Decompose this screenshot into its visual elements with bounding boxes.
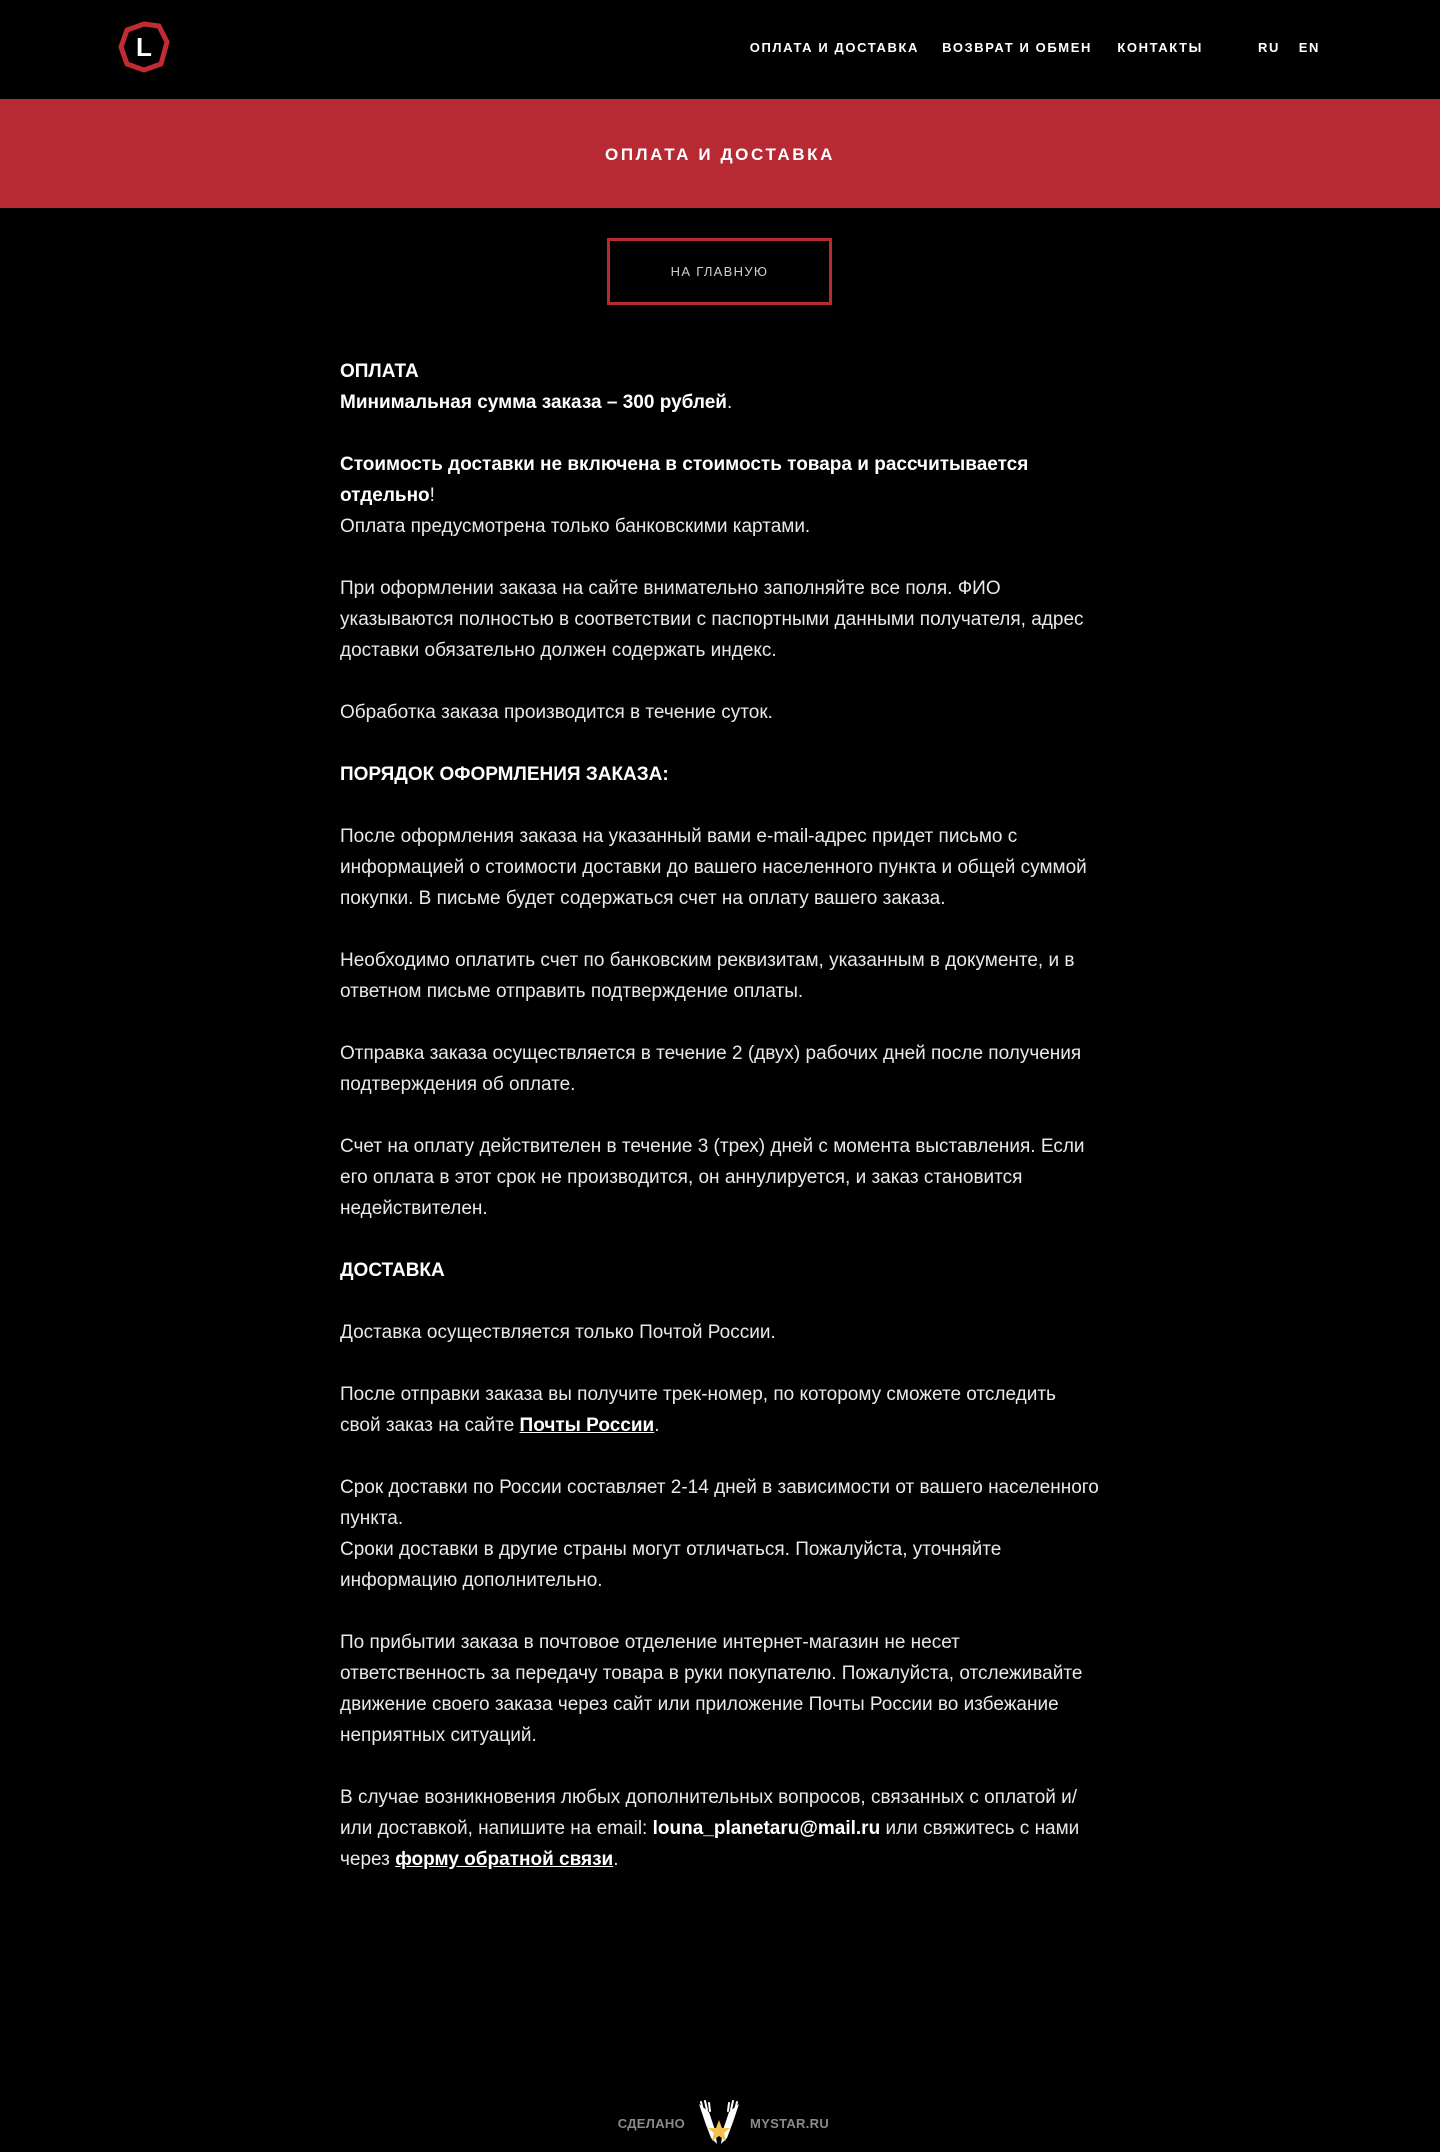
delivery-cost-note: Стоимость доставки не включена в стоимость товара и рассчитывается отдельно! xyxy=(340,454,1029,506)
article-content xyxy=(340,356,1100,1906)
questions-text: В случае возникновения любых дополнительных вопросов, связанных с оплатой и/или доставкой, напишите на email: louna_planetaru@mail.ru или свяжитесь с нами через форму обратной связи. xyxy=(340,1787,1080,1870)
fill-fields-text: При оформлении заказа на сайте внимательно заполняйте все поля. ФИО указываются полностью в соответствии с паспортными данными получателя, адрес доставки обязательно должен содержать индекс. xyxy=(340,578,1084,661)
pay-invoice-text: Необходимо оплатить счет по банковским реквизитам, указанным в документе, и в ответном письме отправить подтверждение оплаты. xyxy=(340,950,1075,1002)
logo-icon[interactable] xyxy=(117,20,171,74)
delivery-time-text: Срок доставки по России составляет 2-14 дней в зависимости от вашего населенного пункта. xyxy=(340,1477,1099,1529)
nav-returns[interactable]: ВОЗВРАТ И ОБМЕН xyxy=(942,40,1092,55)
post-only-text: Доставка осуществляется только Почтой России. xyxy=(340,1322,776,1343)
nav-payment-delivery[interactable]: ОПЛАТА И ДОСТАВКА xyxy=(749,40,919,55)
site-header xyxy=(0,0,1440,99)
page-title: ОПЛАТА И ДОСТАВКА xyxy=(605,145,835,164)
russian-post-link[interactable]: Почты России xyxy=(519,1415,655,1436)
responsibility-text: По прибытии заказа в почтовое отделение интернет-магазин не несет ответственность за передачу товара в руки покупателю. Пожалуйста, отслеживайте движение своего заказа через сайт или приложение Почты России во избежание неприятных ситуаций. xyxy=(340,1632,1083,1746)
cards-only-text: Оплата предусмотрена только банковскими картами. xyxy=(340,516,811,537)
tracking-text: После отправки заказа вы получите трек-номер, по которому сможете отследить свой заказ на сайте Почты России. xyxy=(340,1384,1056,1436)
order-email-text: После оформления заказа на указанный вами e-mail-адрес придет письмо с информацией о стоимости доставки до вашего населенного пункта и общей суммой покупки. В письме будет содержаться счет на оплату вашего заказа. xyxy=(340,826,1087,909)
min-order-line: Минимальная сумма заказа – 300 рублей. xyxy=(340,392,733,413)
feedback-form-link[interactable]: форму обратной связи xyxy=(395,1849,614,1870)
lang-ru[interactable]: RU xyxy=(1258,40,1280,55)
site-footer xyxy=(0,2100,1440,2148)
lang-en[interactable]: EN xyxy=(1298,40,1320,55)
footer-made-by: СДЕЛАНО xyxy=(617,2116,685,2131)
page-banner xyxy=(0,99,1440,208)
home-button[interactable]: НА ГЛАВНУЮ xyxy=(607,238,832,305)
contact-email[interactable]: louna_planetaru@mail.ru xyxy=(652,1818,881,1839)
other-countries-text: Сроки доставки в другие страны могут отличаться. Пожалуйста, уточняйте информацию дополнительно. xyxy=(340,1539,1002,1591)
hands-star-icon[interactable] xyxy=(693,2100,745,2146)
payment-heading: ОПЛАТА xyxy=(340,361,419,382)
processing-text: Обработка заказа производится в течение суток. xyxy=(340,702,773,723)
dispatch-text: Отправка заказа осуществляется в течение 2 (двух) рабочих дней после получения подтверждения об оплате. xyxy=(340,1043,1082,1095)
footer-site-link[interactable]: MYSTAR.RU xyxy=(750,2116,830,2131)
logo-letter: L xyxy=(136,32,152,62)
order-heading: ПОРЯДОК ОФОРМЛЕНИЯ ЗАКАЗА: xyxy=(340,764,669,785)
invoice-validity-text: Счет на оплату действителен в течение 3 (трех) дней с момента выставления. Если его оплата в этот срок не производится, он аннулируется, и заказ становится недействителен. xyxy=(340,1136,1085,1219)
nav-contacts[interactable]: КОНТАКТЫ xyxy=(1117,40,1203,55)
delivery-heading: ДОСТАВКА xyxy=(340,1260,445,1281)
